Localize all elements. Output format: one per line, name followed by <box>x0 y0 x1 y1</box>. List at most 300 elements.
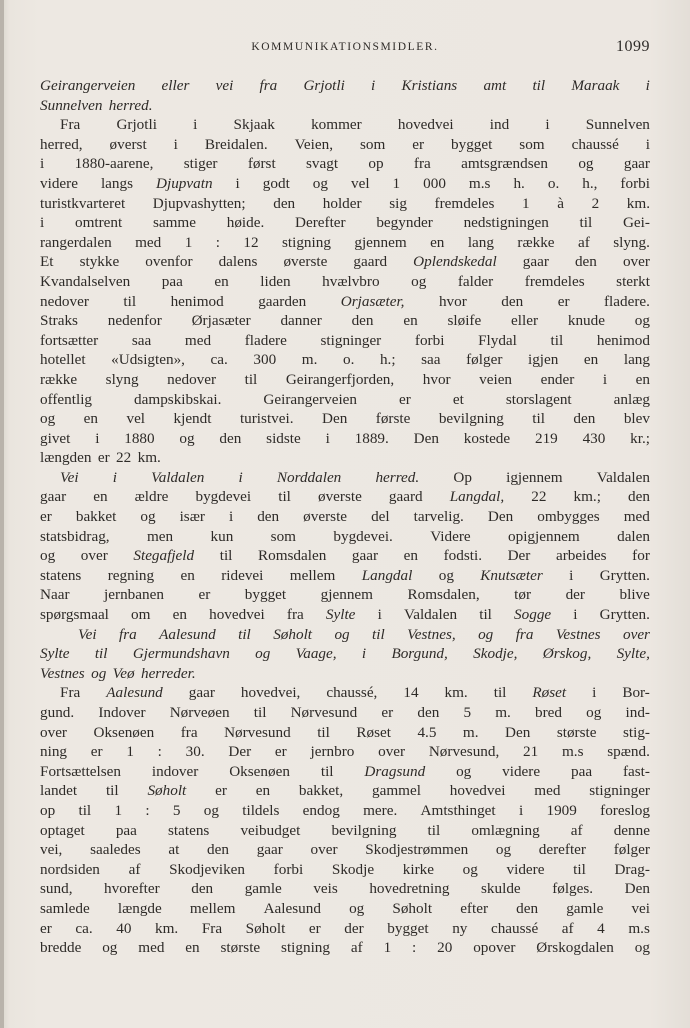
word: gamle <box>244 880 282 898</box>
word: Søholt <box>273 625 313 643</box>
text-line <box>40 487 650 507</box>
text-line <box>40 213 650 233</box>
word: arbeides <box>555 547 607 565</box>
word: nedenfor <box>107 312 162 330</box>
text-line <box>40 76 650 96</box>
word: Grjotli <box>303 77 345 94</box>
word: Flydal <box>478 331 517 349</box>
word: m.s <box>561 743 584 761</box>
word: 14 <box>403 684 419 702</box>
word: nedover <box>40 292 89 310</box>
word: gaar <box>623 155 650 173</box>
word: henimod <box>170 292 224 310</box>
word: og <box>255 645 271 663</box>
word: og <box>312 174 328 192</box>
word: høide. <box>226 214 265 232</box>
word: Vestnes <box>555 625 601 643</box>
word: den <box>628 488 650 506</box>
word: den <box>516 899 539 917</box>
word: og <box>634 312 650 330</box>
word: og <box>40 547 56 565</box>
word: stigninger <box>589 782 650 800</box>
word: omtrent <box>74 214 123 232</box>
word: 4 <box>597 919 605 937</box>
word: Dragsund <box>364 762 426 780</box>
word: Breidalen. <box>204 135 268 153</box>
word: til <box>532 410 545 428</box>
word: knude <box>567 312 605 330</box>
word: blev <box>623 410 650 428</box>
word: eller <box>511 312 539 330</box>
word: fast- <box>622 762 650 780</box>
text-line <box>40 664 650 684</box>
word: ender <box>540 370 575 388</box>
word: en <box>83 410 98 428</box>
word: o. <box>547 174 560 192</box>
word: h., <box>582 174 598 192</box>
word: ning <box>40 743 68 761</box>
word: med <box>623 508 650 526</box>
word: til <box>253 704 267 721</box>
text-line <box>40 644 650 664</box>
text-line <box>40 115 650 135</box>
word: vei, <box>40 841 63 859</box>
word: Nørvesund, <box>428 743 500 761</box>
word: af <box>350 939 363 957</box>
word: vel <box>350 174 370 192</box>
word: i <box>40 214 45 232</box>
word: Bor- <box>622 684 650 702</box>
word: videre <box>502 762 541 780</box>
word: km.; <box>573 488 601 506</box>
word: til <box>479 606 492 624</box>
word: og <box>456 762 472 780</box>
word: først <box>247 155 276 173</box>
word: sund, <box>40 880 73 898</box>
word: vei <box>631 899 650 917</box>
word: i <box>112 468 117 486</box>
word: Søholt <box>245 919 286 937</box>
word: sterkt <box>616 272 650 290</box>
word: Ørjasæter <box>191 312 251 330</box>
word: i <box>40 155 45 173</box>
word: Den <box>413 429 439 447</box>
word: henimod <box>596 331 650 349</box>
word: forbi <box>273 860 304 878</box>
word: 1 <box>392 174 401 192</box>
word: Oksenøen <box>93 723 155 741</box>
word: over <box>80 547 108 565</box>
word: 1 <box>522 194 530 212</box>
word: Aalesund <box>159 625 216 643</box>
word: svagt <box>306 155 339 173</box>
word: ældre <box>134 488 169 506</box>
word: bevilgning <box>331 821 397 839</box>
word: à <box>557 194 564 212</box>
word: gaar <box>40 488 67 506</box>
word: følger <box>466 351 503 369</box>
word: forbi <box>414 331 445 349</box>
word: Der <box>228 743 252 761</box>
word: en <box>180 566 195 584</box>
word: anlæg <box>613 390 650 408</box>
word: bredde <box>40 939 82 957</box>
word: række <box>517 233 555 251</box>
word: statens <box>40 566 82 584</box>
word: tarvelig. <box>413 508 464 526</box>
word: bred <box>535 704 562 721</box>
word: er <box>198 586 211 604</box>
text-line <box>40 390 650 410</box>
word: og <box>179 429 195 447</box>
word: fremdeles <box>524 272 585 290</box>
word: i <box>592 684 597 702</box>
word: o. <box>342 351 355 369</box>
page-number: 1099 <box>616 38 650 55</box>
word: lang <box>467 233 494 251</box>
word: er <box>215 782 227 800</box>
word: vei <box>215 77 234 94</box>
word: Valdalen <box>596 468 650 486</box>
word: godt <box>262 174 290 192</box>
word: med <box>534 782 561 800</box>
word: nordsiden <box>40 860 100 878</box>
word: offentlig <box>40 390 93 408</box>
word: chaussé <box>571 135 619 153</box>
word: 2 <box>591 194 600 212</box>
word: og <box>578 155 594 173</box>
word: mellem <box>189 899 236 917</box>
word: Skodjeviken <box>169 860 245 878</box>
text-line <box>40 194 650 214</box>
word: over <box>622 253 650 271</box>
word: fra <box>180 723 198 741</box>
word: hovedretning <box>369 880 450 898</box>
word: Skjaak <box>233 116 275 134</box>
word: gamle <box>566 899 604 917</box>
word: amt <box>483 77 507 94</box>
word: mellem <box>289 566 336 584</box>
word: i <box>569 566 574 584</box>
word: Et <box>40 253 54 271</box>
word: er <box>399 390 411 408</box>
word: : <box>145 801 150 819</box>
word: bygget <box>244 586 287 604</box>
word: paa <box>161 272 183 290</box>
word: længden <box>40 449 92 467</box>
word: i <box>371 77 376 94</box>
word: omlægning <box>471 821 540 839</box>
word: og <box>203 801 219 819</box>
word: saa <box>421 351 441 369</box>
word: km. <box>137 449 161 467</box>
word: Grytten. <box>599 606 650 624</box>
body-text <box>40 76 650 958</box>
word: Drag- <box>614 860 650 878</box>
word: første <box>375 410 411 428</box>
word: 1880 <box>124 429 155 447</box>
word: nedover <box>167 370 217 388</box>
word: den <box>219 429 242 447</box>
word: denne <box>613 821 650 839</box>
word: fladere. <box>604 292 650 310</box>
word: blive <box>619 586 650 604</box>
word: øverste <box>317 488 362 506</box>
word: hvor <box>438 292 467 310</box>
word: landet <box>40 782 78 800</box>
word: op <box>40 801 56 819</box>
word: slyng <box>105 370 139 388</box>
word: Aalesund <box>106 684 163 702</box>
word: sløife <box>447 312 482 330</box>
text-line <box>40 546 650 566</box>
word: Knutsæter <box>480 566 543 584</box>
word: m. <box>495 704 511 721</box>
word: følger <box>613 841 650 859</box>
word: den <box>501 292 524 310</box>
text-line <box>40 938 650 958</box>
word: jernbanen <box>104 586 164 604</box>
word: 5 <box>172 801 181 819</box>
word: der <box>565 586 585 604</box>
word: i <box>645 77 650 94</box>
word: Romsdalen, <box>407 586 480 604</box>
text-line <box>40 566 650 586</box>
word: Geirangerveien <box>40 77 136 94</box>
word: 430 <box>582 429 606 447</box>
page-spine-shadow <box>0 0 4 1028</box>
word: km. <box>444 684 468 702</box>
word: fra <box>515 625 534 643</box>
word: gaarden <box>258 292 307 310</box>
word: til <box>94 645 108 663</box>
word: Langdal <box>361 566 413 584</box>
word: vel <box>126 410 146 428</box>
word: over <box>310 841 338 859</box>
word: Vestnes, <box>407 625 456 643</box>
word: herred. <box>108 96 153 114</box>
word: opover <box>473 939 516 957</box>
word: række <box>40 370 78 388</box>
word: den <box>257 508 280 526</box>
word: Fra <box>60 684 81 702</box>
word: i <box>173 135 178 153</box>
word: herred, <box>40 135 83 153</box>
text-line <box>40 527 650 547</box>
word: gaard <box>388 488 423 506</box>
word: hotellet <box>40 351 86 369</box>
text-line <box>40 96 650 116</box>
word: er <box>40 919 52 937</box>
word: Indover <box>98 704 146 721</box>
word: Den <box>505 723 531 741</box>
word: ny <box>452 919 468 937</box>
word: til <box>105 782 119 800</box>
word: Borgund, <box>391 645 448 663</box>
word: indover <box>151 762 199 780</box>
word: bygdevei <box>195 488 252 506</box>
word: 1 <box>114 801 123 819</box>
word: Nørvesund <box>290 704 358 721</box>
word: km. <box>155 919 179 937</box>
word: Vei <box>78 625 97 643</box>
word: Skodjestrømmen <box>365 841 469 859</box>
text-line <box>40 919 650 939</box>
word: mere. <box>363 801 398 819</box>
word: statsbidrag, <box>40 527 110 545</box>
word: gaar <box>351 547 379 565</box>
word: hovedvei, <box>240 684 301 702</box>
word: veien <box>479 370 513 388</box>
word: kirke <box>402 860 434 878</box>
word: paa <box>570 762 593 780</box>
word: fodsti. <box>443 547 482 565</box>
word: 12 <box>243 233 259 251</box>
word: gjennem <box>354 233 407 251</box>
word: stigninger <box>320 331 382 349</box>
word: Røset <box>532 684 567 702</box>
word: dampskibskai. <box>134 390 222 408</box>
word: og <box>349 899 365 917</box>
word: efter <box>460 899 489 917</box>
word: den <box>573 410 596 428</box>
word: og <box>102 939 118 957</box>
word: derefter <box>538 841 586 859</box>
word: Videre <box>430 527 471 545</box>
text-line <box>40 331 650 351</box>
word: Djupvashytten; <box>152 194 246 212</box>
word: givet <box>40 429 71 447</box>
word: Grjotli <box>116 116 157 134</box>
word: fladere <box>244 331 287 349</box>
word: til <box>493 684 507 702</box>
word: i <box>235 174 240 192</box>
text-line <box>40 821 650 841</box>
word: i <box>377 606 382 624</box>
word: kr.; <box>630 429 650 447</box>
text-line <box>40 899 650 919</box>
word: Maraak <box>571 77 620 94</box>
word: Kvandalselven <box>40 272 131 290</box>
word: Røset <box>356 723 391 741</box>
word: som <box>359 135 386 153</box>
word: nedstigningen <box>463 214 549 232</box>
word: den <box>417 704 440 721</box>
word: en <box>172 606 187 624</box>
word: den <box>574 253 597 271</box>
word: Sylte <box>325 606 356 624</box>
word: er <box>308 919 321 937</box>
word: og <box>634 939 650 957</box>
word: som <box>519 135 545 153</box>
word: Sunnelven <box>585 116 650 134</box>
word: m.s <box>468 174 491 192</box>
word: den <box>273 194 296 212</box>
word: fortsætter <box>40 331 99 349</box>
word: ovenfor <box>145 253 193 271</box>
word: til <box>532 77 546 94</box>
word: 21 <box>523 743 539 761</box>
word: Naar <box>40 586 70 604</box>
word: 1 <box>184 233 193 251</box>
word: er <box>274 743 287 761</box>
word: hvorefter <box>104 880 160 898</box>
word: største <box>220 939 261 957</box>
word: Aalesund <box>263 899 321 917</box>
word: stykke <box>79 253 120 271</box>
word: til <box>550 331 564 349</box>
word: 1 <box>126 743 134 761</box>
word: en <box>255 782 271 800</box>
word: regning <box>107 566 155 584</box>
word: Vaage, <box>295 645 337 663</box>
word: Kristians <box>401 77 458 94</box>
word: Der <box>507 547 531 565</box>
word: hovedvei <box>449 782 506 800</box>
word: 4.5 <box>417 723 437 741</box>
word: 5 <box>463 704 472 721</box>
word: til <box>427 821 441 839</box>
word: Skodje <box>331 860 375 878</box>
word: især <box>179 508 205 526</box>
word: langs <box>100 174 134 192</box>
word: Sylte, <box>616 645 650 663</box>
word: jernbro <box>310 743 355 761</box>
word: m.s <box>628 919 650 937</box>
word: ca. <box>75 919 93 937</box>
word: af <box>561 919 574 937</box>
word: og <box>462 860 478 878</box>
word: i <box>238 468 243 486</box>
word: 219 <box>534 429 558 447</box>
word: ca. <box>210 351 228 369</box>
word: længde <box>117 899 162 917</box>
word: Oplendskedal <box>413 253 497 271</box>
text-line <box>40 762 650 782</box>
word: af <box>570 821 583 839</box>
word: er <box>97 449 110 467</box>
text-line <box>40 468 650 488</box>
word: til <box>579 214 593 232</box>
word: 1889. <box>354 429 389 447</box>
word: og <box>411 272 427 290</box>
word: Fra <box>60 116 81 134</box>
word: gammel <box>372 782 421 800</box>
word: i <box>518 801 524 819</box>
word: til <box>278 488 291 506</box>
word: h.; <box>379 351 396 369</box>
word: Straks <box>40 312 78 330</box>
word: igjen <box>527 351 559 369</box>
text-line <box>40 409 650 429</box>
text-line <box>40 135 650 155</box>
word: kommer <box>311 116 362 134</box>
word: den <box>351 312 374 330</box>
word: stigning <box>281 233 331 251</box>
word: turistvei. <box>239 410 294 428</box>
word: og <box>478 625 494 643</box>
word: slyng. <box>613 233 650 251</box>
word: Vei <box>60 468 79 486</box>
running-head: KOMMUNIKATIONSMIDLER. <box>251 41 439 53</box>
word: samlede <box>40 899 90 917</box>
word: dalens <box>218 253 258 271</box>
word: gaar <box>522 253 549 271</box>
word: Den <box>487 508 514 526</box>
word: fra <box>259 77 278 94</box>
word: over <box>40 723 67 741</box>
word: med <box>184 331 212 349</box>
